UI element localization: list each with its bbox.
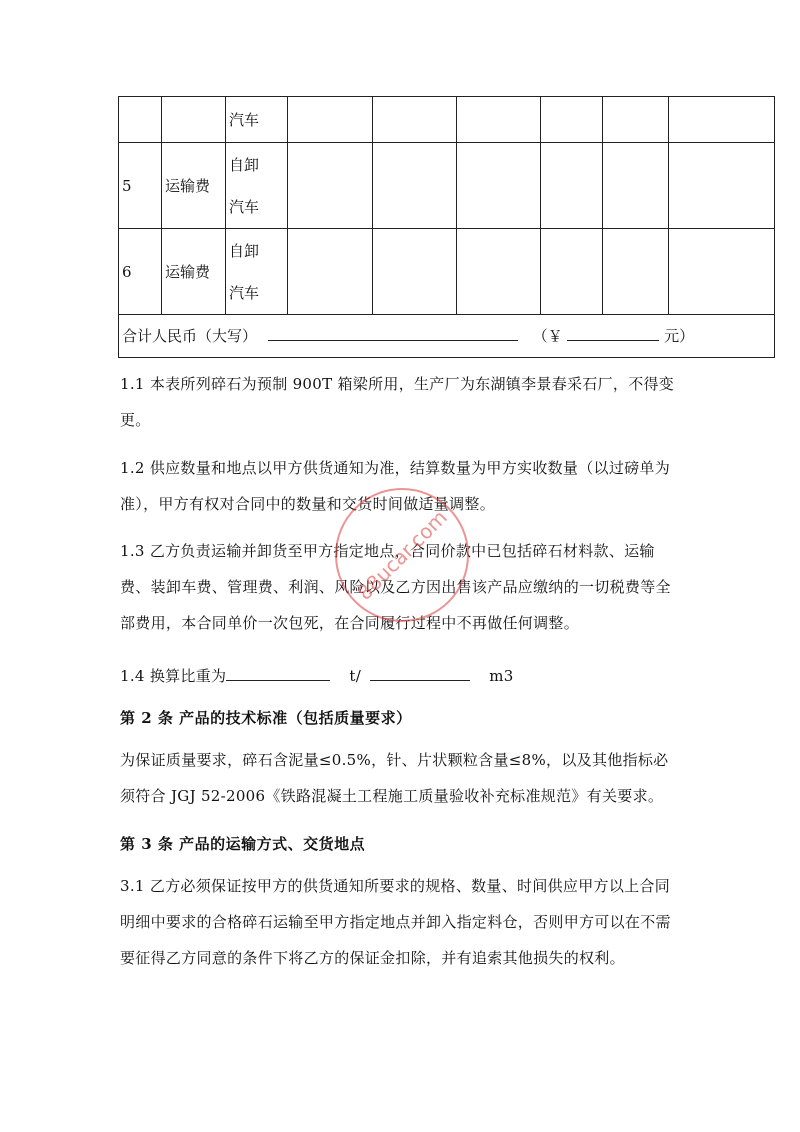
watermark-stamp: 88ucar.com	[307, 460, 497, 650]
density-blank-1	[226, 666, 330, 681]
row-number-cell: 6	[119, 229, 162, 315]
total-row	[119, 315, 775, 358]
row-number-cell	[119, 97, 162, 143]
total-label: 合计人民币（大写）	[122, 327, 258, 345]
price-table	[118, 96, 775, 358]
total-paren-open: （￥	[532, 327, 563, 345]
amount-number-blank	[567, 326, 659, 341]
section-heading-2: 第 2 条 产品的技术标准（包括质量要求）	[120, 709, 412, 727]
clause-2: 为保证质量要求，碎石含泥量≤0.5%，针、片状颗粒含量≤8%，以及其他指标必须符合 JGJ 52-2006《铁路混凝土工程施工质量验收补充标准规范》有关要求。	[120, 751, 669, 805]
item-cell: 运输费	[162, 229, 226, 315]
clause-3-1: 3.1 乙方必须保证按甲方的供货通知所要求的规格、数量、时间供应甲方以上合同明细中要求的合格碎石运输至甲方指定地点并卸入指定料仓，否则甲方可以在不需要征得乙方同意的条件下将乙方的保证金扣除，并有追索其他损失的权利。	[120, 877, 671, 967]
table-row	[119, 97, 775, 143]
amount-words-blank	[268, 326, 518, 341]
density-blank-2	[370, 666, 470, 681]
clause-1-1: 1.1 本表所列碎石为预制 900T 箱梁所用，生产厂为东湖镇李景春采石厂，不得变更。	[120, 375, 675, 429]
clause-1-4: 1.4 换算比重为 t/ m3	[120, 667, 514, 685]
section-heading-3: 第 3 条 产品的运输方式、交货地点	[120, 835, 366, 853]
row-number-cell: 5	[119, 143, 162, 229]
vehicle-cell: 自卸 汽车	[226, 143, 288, 229]
total-unit: 元）	[664, 327, 695, 345]
vehicle-cell: 汽车	[226, 97, 288, 143]
clause-1-3: 1.3 乙方负责运输并卸货至甲方指定地点，合同价款中已包括碎石材料款、运输费、装卸车费、管理费、利润、风险以及乙方因出售该产品应缴纳的一切税费等全部费用，本合同单价一次包死，在合同履行过程中不再做任何调整。	[120, 542, 671, 632]
item-cell	[162, 97, 226, 143]
table-row	[119, 229, 775, 315]
clause-1-2: 1.2 供应数量和地点以甲方供货通知为准，结算数量为甲方实收数量（以过磅单为准），甲方有权对合同中的数量和交货时间做适量调整。	[120, 459, 671, 513]
table-row	[119, 143, 775, 229]
vehicle-cell: 自卸 汽车	[226, 229, 288, 315]
item-cell: 运输费	[162, 143, 226, 229]
